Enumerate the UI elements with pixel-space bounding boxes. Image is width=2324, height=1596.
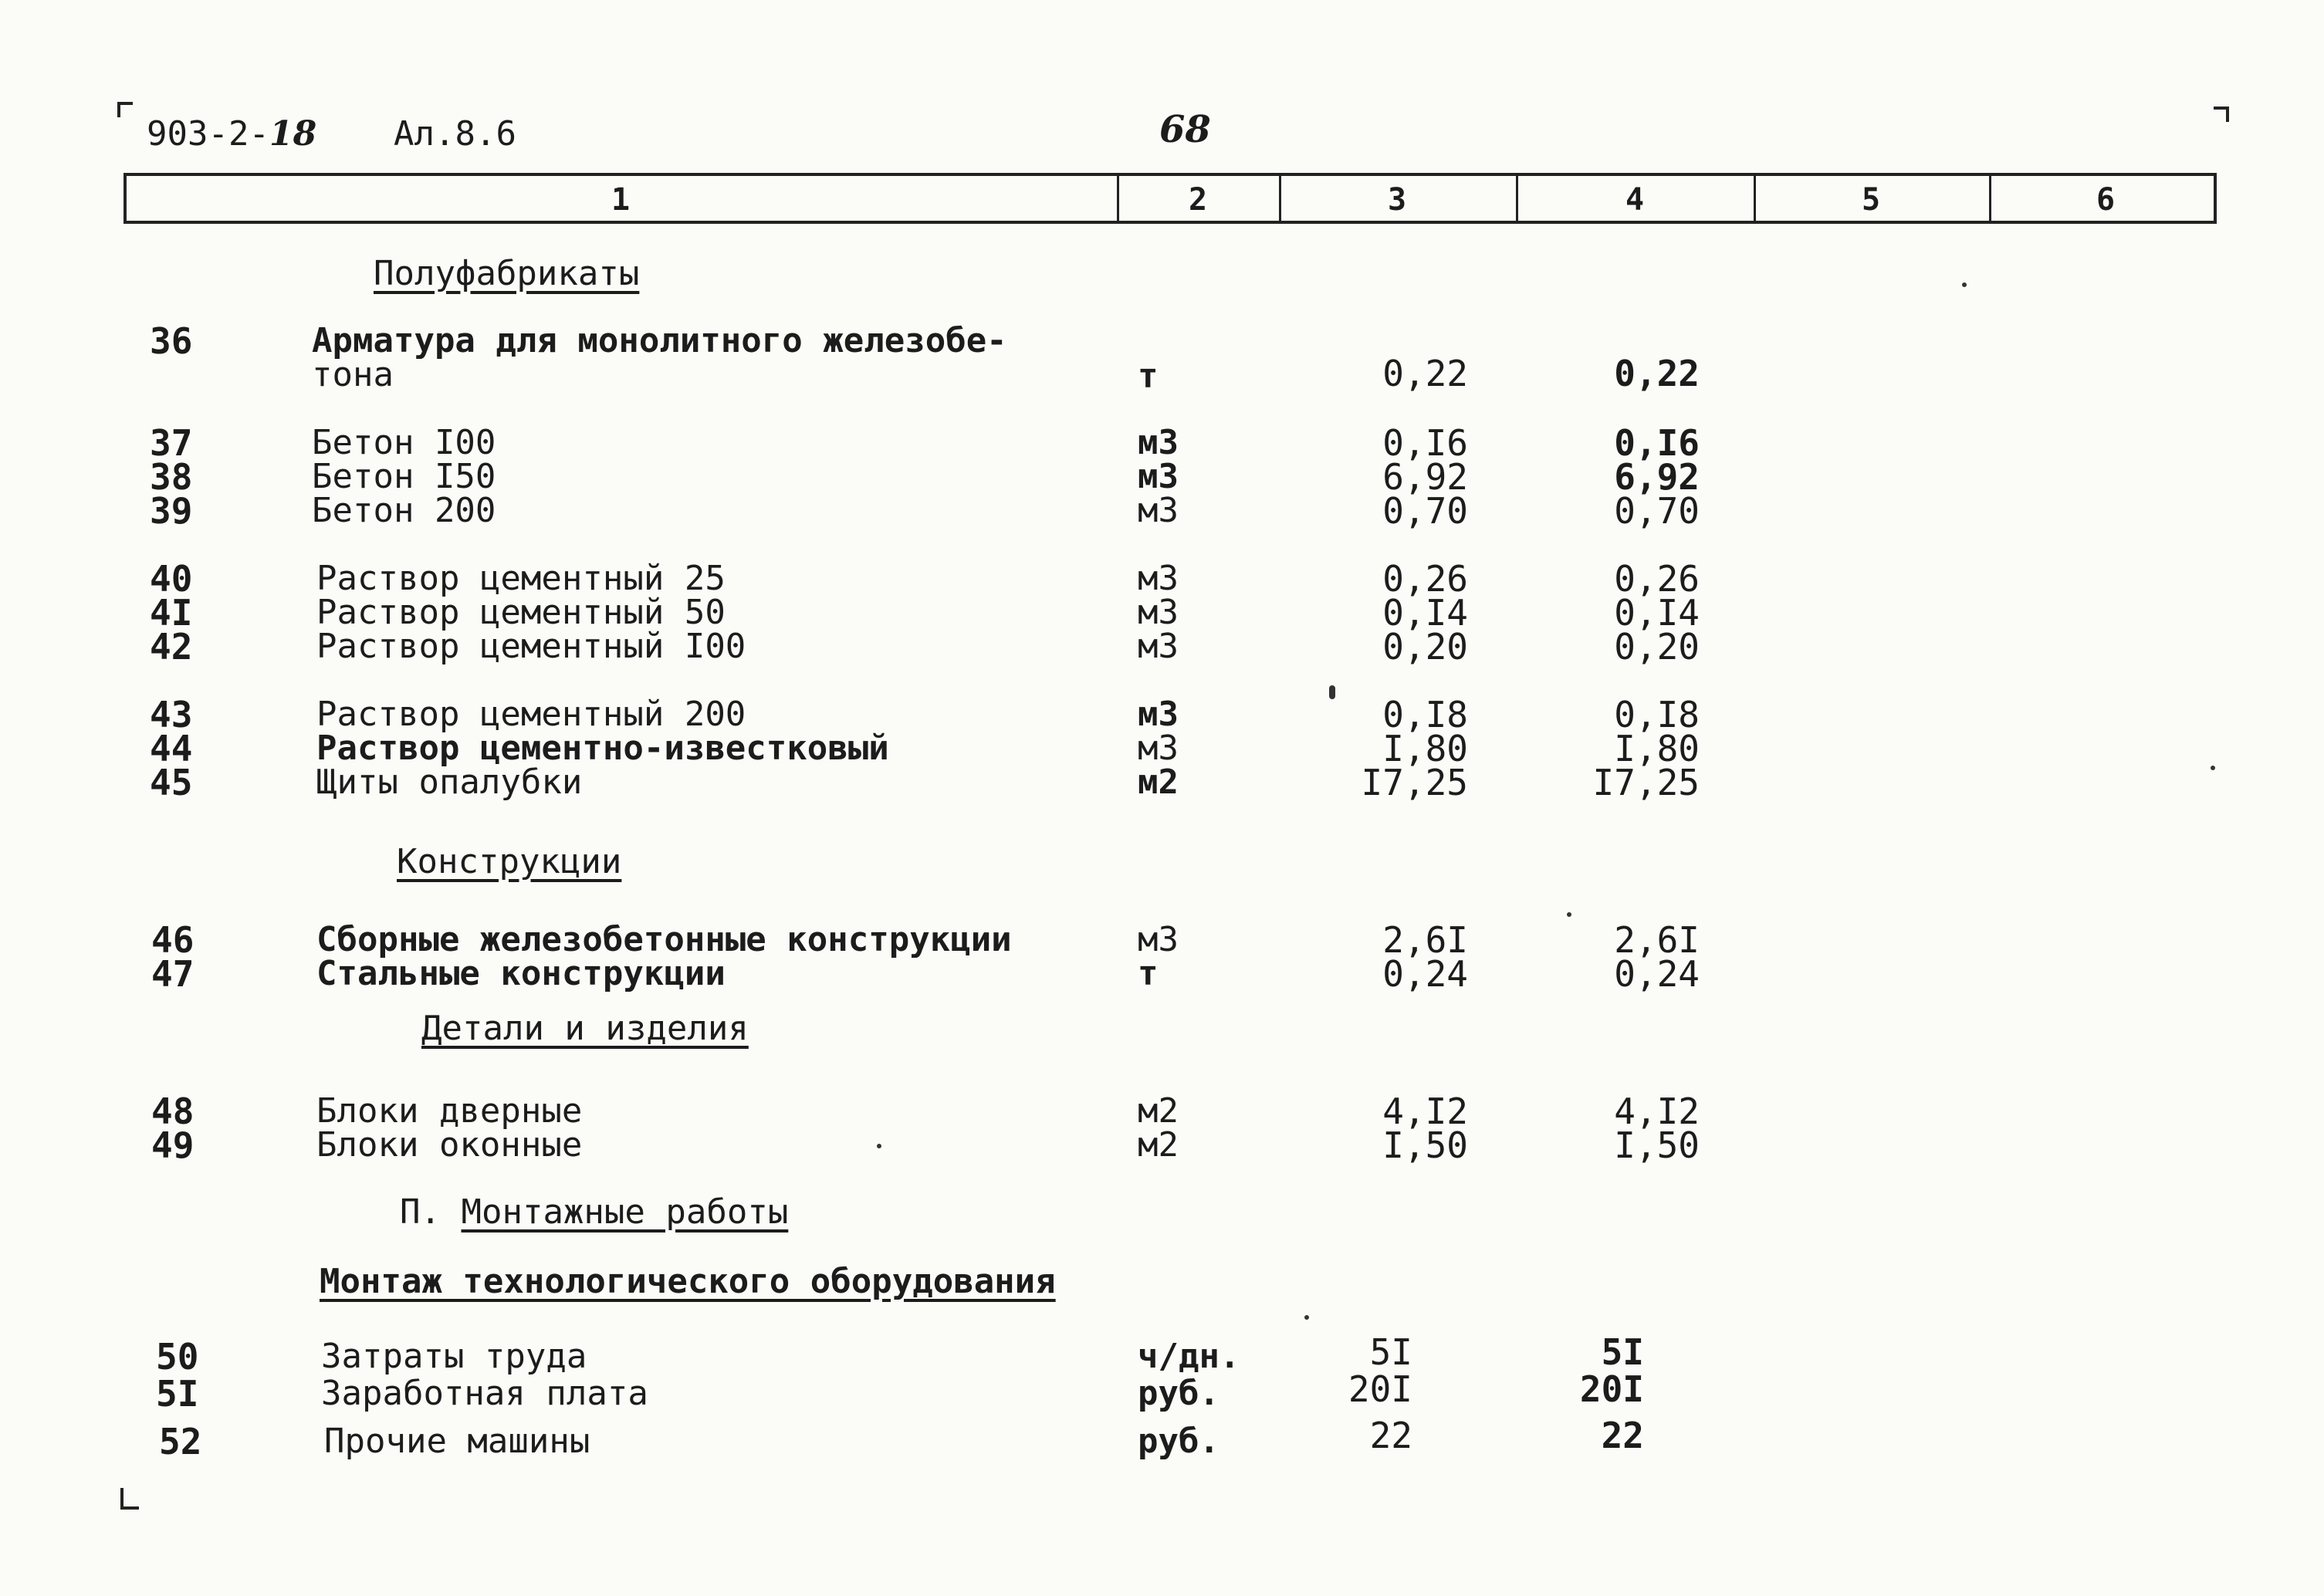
row-number: 50 xyxy=(156,1336,199,1378)
item-name: Бетон I00 xyxy=(312,423,496,462)
value-col4: 0,I4 xyxy=(1614,592,1700,634)
unit: т xyxy=(1138,357,1159,396)
item-name: Щиты опалубки xyxy=(316,762,583,802)
item-name: Раствор цементный 50 xyxy=(316,593,726,632)
value-col3: I,50 xyxy=(1382,1124,1468,1166)
unit: м3 xyxy=(1138,423,1179,462)
doc-code-handwritten: 18 xyxy=(269,114,317,154)
column-number-1: 1 xyxy=(611,182,631,218)
corner-mark-top-left xyxy=(117,102,133,117)
section-details: Детали и изделия xyxy=(421,1009,749,1048)
value-col3: I,80 xyxy=(1382,728,1468,769)
column-header-table xyxy=(123,173,2217,224)
value-col4: 0,24 xyxy=(1614,953,1700,995)
value-col3: 0,70 xyxy=(1382,490,1468,532)
value-col3: 0,20 xyxy=(1382,626,1468,668)
row-number: 37 xyxy=(150,422,193,464)
unit: ч/дн. xyxy=(1138,1337,1240,1376)
row-number: 48 xyxy=(151,1090,195,1132)
unit: руб. xyxy=(1138,1422,1220,1461)
value-col4: 2,6I xyxy=(1614,919,1700,961)
item-name: Блоки дверные xyxy=(316,1091,583,1131)
scan-speck xyxy=(1567,912,1571,917)
scan-speck xyxy=(1329,685,1335,699)
value-col4: I,80 xyxy=(1614,728,1700,769)
item-name: Раствор цементный I00 xyxy=(316,627,746,666)
unit: руб. xyxy=(1138,1374,1220,1413)
unit: м3 xyxy=(1138,559,1179,598)
value-col3: 5I xyxy=(1369,1331,1412,1373)
corner-mark-bottom-left xyxy=(120,1488,139,1510)
row-number: 49 xyxy=(151,1124,195,1166)
value-col3: 22 xyxy=(1369,1415,1412,1456)
value-col4: 5I xyxy=(1601,1331,1644,1373)
unit: м3 xyxy=(1138,695,1179,734)
item-name: Сборные железобетонные конструкции xyxy=(316,920,1012,959)
column-divider xyxy=(1279,176,1281,221)
column-divider xyxy=(1117,176,1119,221)
value-col4: 22 xyxy=(1601,1415,1644,1456)
scan-speck xyxy=(1304,1315,1309,1320)
corner-mark-top-right xyxy=(2214,107,2229,122)
value-col4: I7,25 xyxy=(1592,762,1700,803)
item-name: Заработная плата xyxy=(321,1374,648,1413)
item-name: Раствор цементно-известковый xyxy=(316,729,889,768)
row-number: 5I xyxy=(156,1373,199,1415)
value-col3: 0,I4 xyxy=(1382,592,1468,634)
value-col3: 0,I6 xyxy=(1382,422,1468,464)
column-number-5: 5 xyxy=(1861,182,1881,218)
value-col3: 4,I2 xyxy=(1382,1090,1468,1132)
column-number-2: 2 xyxy=(1188,182,1208,218)
value-col3: 6,92 xyxy=(1382,456,1468,498)
row-number: 47 xyxy=(151,953,195,995)
unit: м2 xyxy=(1138,762,1179,802)
value-col3: I7,25 xyxy=(1361,762,1468,803)
row-number: 36 xyxy=(150,320,193,362)
unit: м3 xyxy=(1138,920,1179,959)
item-name-continuation: тона xyxy=(312,355,394,394)
row-number: 4I xyxy=(150,592,193,634)
column-divider xyxy=(1989,176,1991,221)
section-installation-title: Монтажные работы xyxy=(461,1192,789,1232)
value-col3: 0,26 xyxy=(1382,558,1468,600)
item-name: Стальные конструкции xyxy=(316,954,726,993)
row-number: 38 xyxy=(150,456,193,498)
page-number: 68 xyxy=(1159,108,1211,151)
item-name: Бетон 200 xyxy=(312,491,496,530)
item-name: Раствор цементный 200 xyxy=(316,695,746,734)
value-col4: 20I xyxy=(1579,1368,1644,1410)
value-col3: 0,22 xyxy=(1382,353,1468,394)
row-number: 43 xyxy=(150,694,193,735)
row-number: 46 xyxy=(151,919,195,961)
row-number: 52 xyxy=(159,1421,202,1462)
value-col4: 0,I6 xyxy=(1614,422,1700,464)
item-name: Бетон I50 xyxy=(312,457,496,496)
value-col3: 20I xyxy=(1348,1368,1412,1410)
row-number: 40 xyxy=(150,558,193,600)
value-col4: 0,70 xyxy=(1614,490,1700,532)
value-col4: 0,22 xyxy=(1614,353,1700,394)
unit: м3 xyxy=(1138,593,1179,632)
section-installation xyxy=(400,1193,788,1232)
value-col4: 0,20 xyxy=(1614,626,1700,668)
scan-speck xyxy=(1962,282,1967,287)
item-name: Прочие машины xyxy=(324,1422,590,1461)
section-installation-prefix: П. xyxy=(400,1192,441,1232)
section-semi-finished: Полуфабрикаты xyxy=(374,254,640,293)
column-divider xyxy=(1516,176,1518,221)
album-number: Ал.8.6 xyxy=(394,114,516,154)
unit: т xyxy=(1138,954,1159,993)
value-col3: 2,6I xyxy=(1382,919,1468,961)
column-number-3: 3 xyxy=(1387,182,1407,218)
unit: м2 xyxy=(1138,1125,1179,1165)
value-col4: 0,26 xyxy=(1614,558,1700,600)
value-col4: I,50 xyxy=(1614,1124,1700,1166)
doc-code xyxy=(147,114,316,154)
row-number: 42 xyxy=(150,626,193,668)
column-divider xyxy=(1754,176,1756,221)
item-name: Раствор цементный 25 xyxy=(316,559,726,598)
unit: м3 xyxy=(1138,729,1179,768)
value-col4: 0,I8 xyxy=(1614,694,1700,735)
unit: м2 xyxy=(1138,1091,1179,1131)
column-number-4: 4 xyxy=(1625,182,1645,218)
row-number: 45 xyxy=(150,762,193,803)
unit: м3 xyxy=(1138,627,1179,666)
scan-speck xyxy=(877,1144,881,1148)
unit: м3 xyxy=(1138,457,1179,496)
row-number: 44 xyxy=(150,728,193,769)
value-col4: 4,I2 xyxy=(1614,1090,1700,1132)
section-structures: Конструкции xyxy=(397,842,622,881)
item-name: Арматура для монолитного железобе- xyxy=(312,321,1007,360)
scan-speck xyxy=(2211,766,2215,770)
item-name: Затраты труда xyxy=(321,1337,587,1376)
unit: м3 xyxy=(1138,491,1179,530)
value-col3: 0,24 xyxy=(1382,953,1468,995)
row-number: 39 xyxy=(150,490,193,532)
column-number-6: 6 xyxy=(2096,182,2116,218)
section-equipment: Монтаж технологического оборудования xyxy=(320,1262,1056,1301)
item-name: Блоки оконные xyxy=(316,1125,583,1165)
value-col3: 0,I8 xyxy=(1382,694,1468,735)
value-col4: 6,92 xyxy=(1614,456,1700,498)
doc-code-printed: 903-2- xyxy=(147,114,269,154)
